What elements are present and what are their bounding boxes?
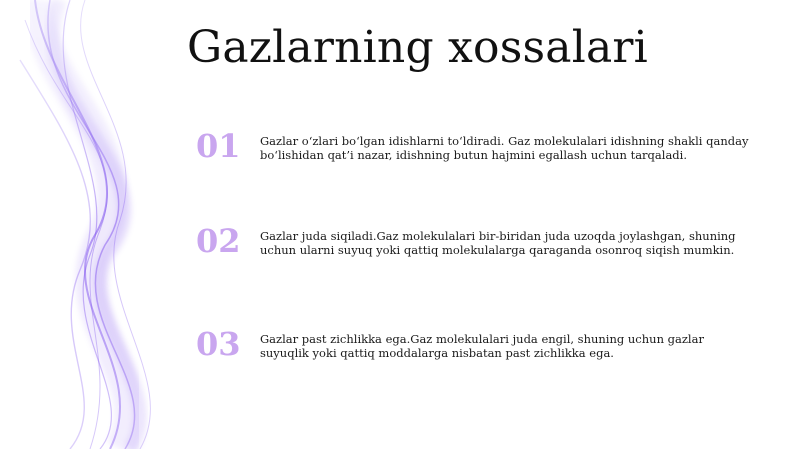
item-number: 02 xyxy=(196,222,241,260)
page-title: Gazlarning xossalari xyxy=(187,22,648,73)
property-item-2 xyxy=(196,222,756,285)
item-text: Gazlar juda siqiladi.Gaz molekulalari bir-biridan juda uzoqda joylashgan, shuning uchun ularni suyuq yoki qattiq molekulalarga qaraganda osonroq siqish mumkin. xyxy=(260,229,736,257)
item-number: 03 xyxy=(196,325,241,363)
purple-smoke-wave-decoration xyxy=(0,0,200,449)
property-item-3 xyxy=(196,325,756,388)
property-item-1 xyxy=(196,127,756,190)
item-text: Gazlar past zichlikka ega.Gaz molekulalari juda engil, shuning uchun gazlar suyuqlik yoki qattiq moddalarga nisbatan past zichlikka ega. xyxy=(260,332,704,360)
item-text: Gazlar o‘zlari bo‘lgan idishlarni to‘ldiradi. Gaz molekulalari idishning shakli qanday bo‘lishidan qat’i nazar, idishning butun hajmini egallash uchun tarqaladi. xyxy=(260,134,749,162)
item-number: 01 xyxy=(196,127,241,165)
